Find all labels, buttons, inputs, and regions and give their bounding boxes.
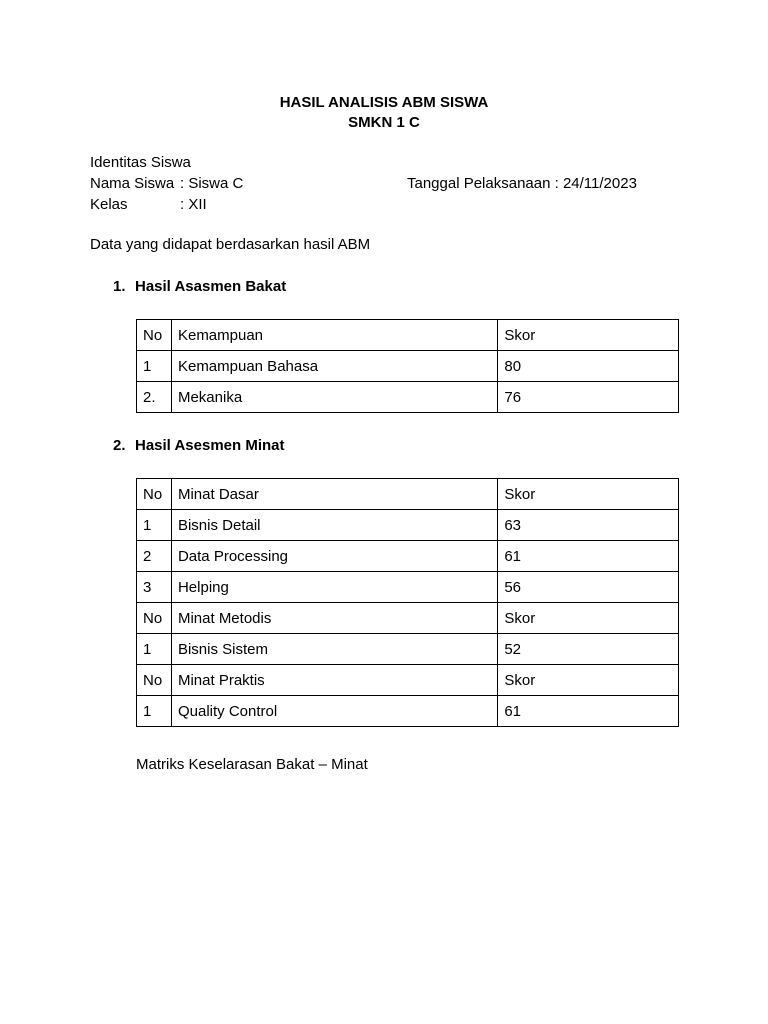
cell-name: Bisnis Sistem <box>171 634 497 665</box>
name-value: : Siswa C <box>180 175 244 192</box>
minat-table <box>136 478 679 727</box>
cell-score: Skor <box>498 320 679 351</box>
cell-name: Bisnis Detail <box>171 510 497 541</box>
class-label: Kelas <box>90 196 128 213</box>
section1-number: 1. <box>113 278 126 295</box>
table-row <box>137 665 679 696</box>
cell-score: Skor <box>498 665 679 696</box>
cell-no: 2 <box>137 541 172 572</box>
date-field: Tanggal Pelaksanaan : 24/11/2023 <box>407 175 637 192</box>
cell-no: 3 <box>137 572 172 603</box>
cell-name: Helping <box>171 572 497 603</box>
cell-name: Minat Metodis <box>171 603 497 634</box>
document-title: HASIL ANALISIS ABM SISWA <box>279 94 489 111</box>
cell-name: Kemampuan <box>171 320 497 351</box>
cell-no: 1 <box>137 696 172 727</box>
cell-score: Skor <box>498 479 679 510</box>
section2-heading: Hasil Asesmen Minat <box>135 437 285 454</box>
cell-score: 63 <box>498 510 679 541</box>
cell-score: 76 <box>498 382 679 413</box>
table-row <box>137 351 679 382</box>
table-row <box>137 572 679 603</box>
cell-name: Minat Dasar <box>171 479 497 510</box>
cell-no: 1 <box>137 351 172 382</box>
cell-name: Quality Control <box>171 696 497 727</box>
cell-name: Data Processing <box>171 541 497 572</box>
cell-score: Skor <box>498 603 679 634</box>
bakat-table <box>136 319 679 413</box>
intro-text: Data yang didapat berdasarkan hasil ABM <box>90 236 371 253</box>
table-row <box>137 634 679 665</box>
table-row <box>137 510 679 541</box>
matrix-caption: Matriks Keselarasan Bakat – Minat <box>136 756 368 773</box>
school-name: SMKN 1 C <box>348 114 420 131</box>
section2-number: 2. <box>113 437 126 454</box>
cell-name: Mekanika <box>171 382 497 413</box>
table-row <box>137 603 679 634</box>
table-row <box>137 541 679 572</box>
cell-score: 56 <box>498 572 679 603</box>
cell-no: 2. <box>137 382 172 413</box>
cell-score: 61 <box>498 696 679 727</box>
cell-no: 1 <box>137 634 172 665</box>
table-row <box>137 320 679 351</box>
cell-no: No <box>137 479 172 510</box>
identity-heading: Identitas Siswa <box>90 154 191 171</box>
section1-heading: Hasil Asasmen Bakat <box>135 278 287 295</box>
cell-no: No <box>137 320 172 351</box>
cell-score: 80 <box>498 351 679 382</box>
cell-name: Minat Praktis <box>171 665 497 696</box>
cell-no: No <box>137 603 172 634</box>
table-row <box>137 479 679 510</box>
class-value: : XII <box>180 196 207 213</box>
table-row <box>137 696 679 727</box>
name-label: Nama Siswa <box>90 175 175 192</box>
cell-score: 61 <box>498 541 679 572</box>
cell-no: 1 <box>137 510 172 541</box>
cell-score: 52 <box>498 634 679 665</box>
cell-no: No <box>137 665 172 696</box>
cell-name: Kemampuan Bahasa <box>171 351 497 382</box>
table-row <box>137 382 679 413</box>
